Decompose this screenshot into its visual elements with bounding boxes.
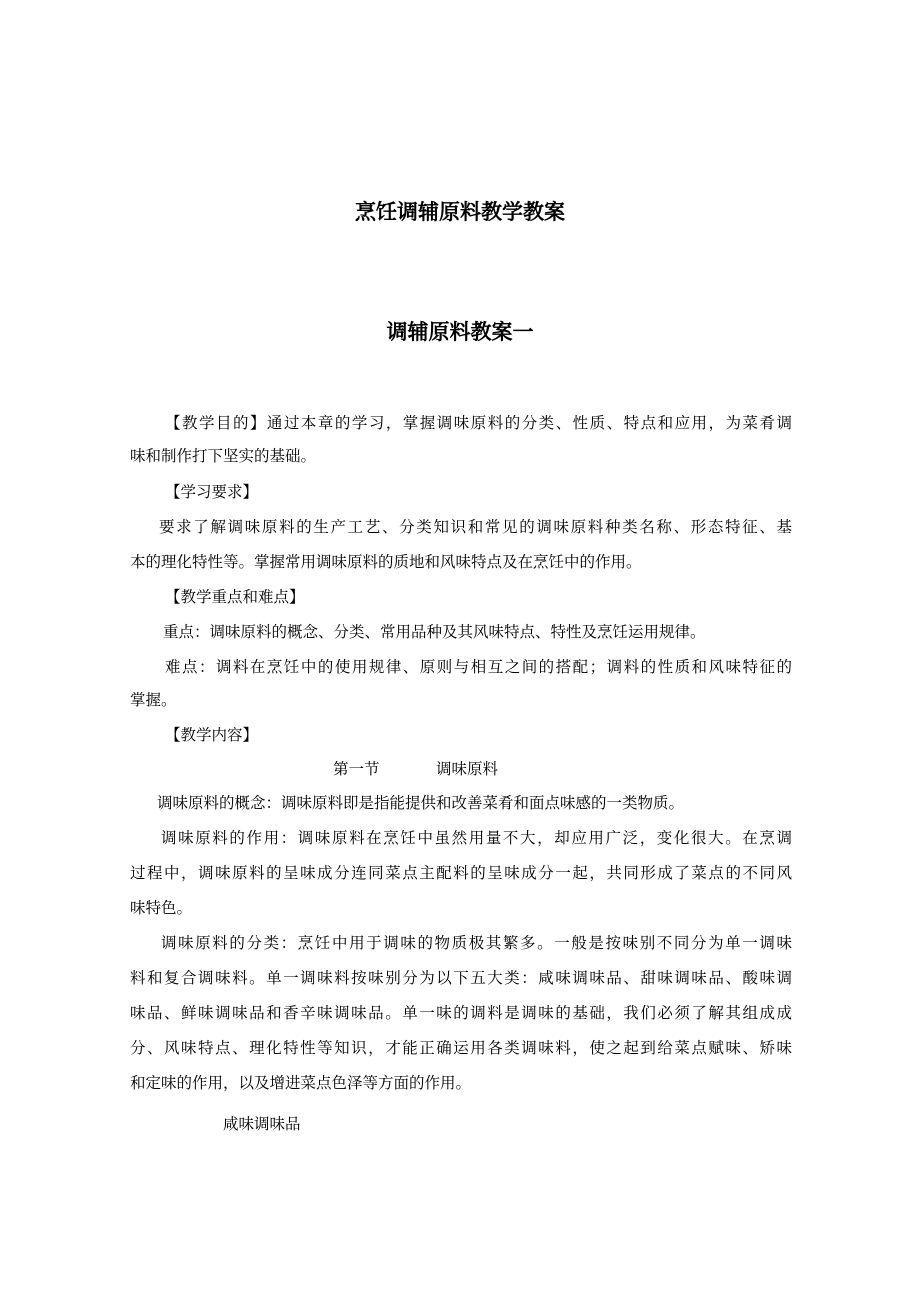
paragraph-line: 重点：调味原料的概念、分类、常用品种及其风味特点、特性及烹饪运用规律。 [163, 623, 706, 641]
paragraph-line: 调味原料的分类：烹饪中用于调味的物质极其繁多。一般是按味别不同分为单一调味 [161, 934, 792, 952]
paragraph-line: 料和复合调味料。单一调味料按味别分为以下五大类：咸味调味品、甜味调味品、酸味调 [130, 969, 792, 987]
paragraph-line: 味品、鲜味调味品和香辛味调味品。单一味的调料是调味的基础，我们必须了解其组成成 [130, 1004, 792, 1022]
section-label: 【教学内容】 [165, 726, 259, 744]
document-title: 烹饪调辅原料教学教案 [355, 200, 565, 224]
paragraph-line: 和定味的作用，以及增进菜点色泽等方面的作用。 [130, 1074, 472, 1092]
paragraph-line: 过程中，调味原料的呈味成分连同菜点主配料的呈味成分一起，共同形成了菜点的不同风 [130, 864, 792, 882]
paragraph-line: 本的理化特性等。掌握常用调味原料的质地和风味特点及在烹饪中的作用。 [130, 553, 642, 571]
section-name: 调味原料 [436, 760, 499, 778]
paragraph-line: 调味原料的作用：调味原料在烹饪中虽然用量不大，却应用广泛，变化很大。在烹调 [161, 829, 792, 847]
paragraph-line: 味特色。 [130, 899, 193, 917]
paragraph-line: 【教学目的】通过本章的学习，掌握调味原料的分类、性质、特点和应用，为菜肴调 [165, 414, 792, 432]
section-number: 第一节 [333, 760, 380, 778]
paragraph-line: 难点：调料在烹饪中的使用规律、原则与相互之间的搭配；调料的性质和风味特征的 [165, 658, 792, 676]
paragraph-line: 味和制作打下坚实的基础。 [130, 447, 317, 465]
paragraph-line: 要求了解调味原料的生产工艺、分类知识和常见的调味原料种类名称、形态特征、基 [159, 518, 792, 536]
paragraph-line: 调味原料的概念：调味原料即是指能提供和改善菜肴和面点味感的一类物质。 [157, 794, 685, 812]
paragraph-line: 分、风味特点、理化特性等知识，才能正确运用各类调味料，使之起到给菜点赋味、矫味 [130, 1039, 792, 1057]
section-label: 【学习要求】 [165, 483, 259, 501]
subsection-heading: 咸味调味品 [223, 1115, 301, 1133]
lesson-plan-subtitle: 调辅原料教案一 [386, 320, 534, 344]
paragraph-line: 掌握。 [130, 691, 177, 709]
section-label: 【教学重点和难点】 [165, 588, 305, 606]
